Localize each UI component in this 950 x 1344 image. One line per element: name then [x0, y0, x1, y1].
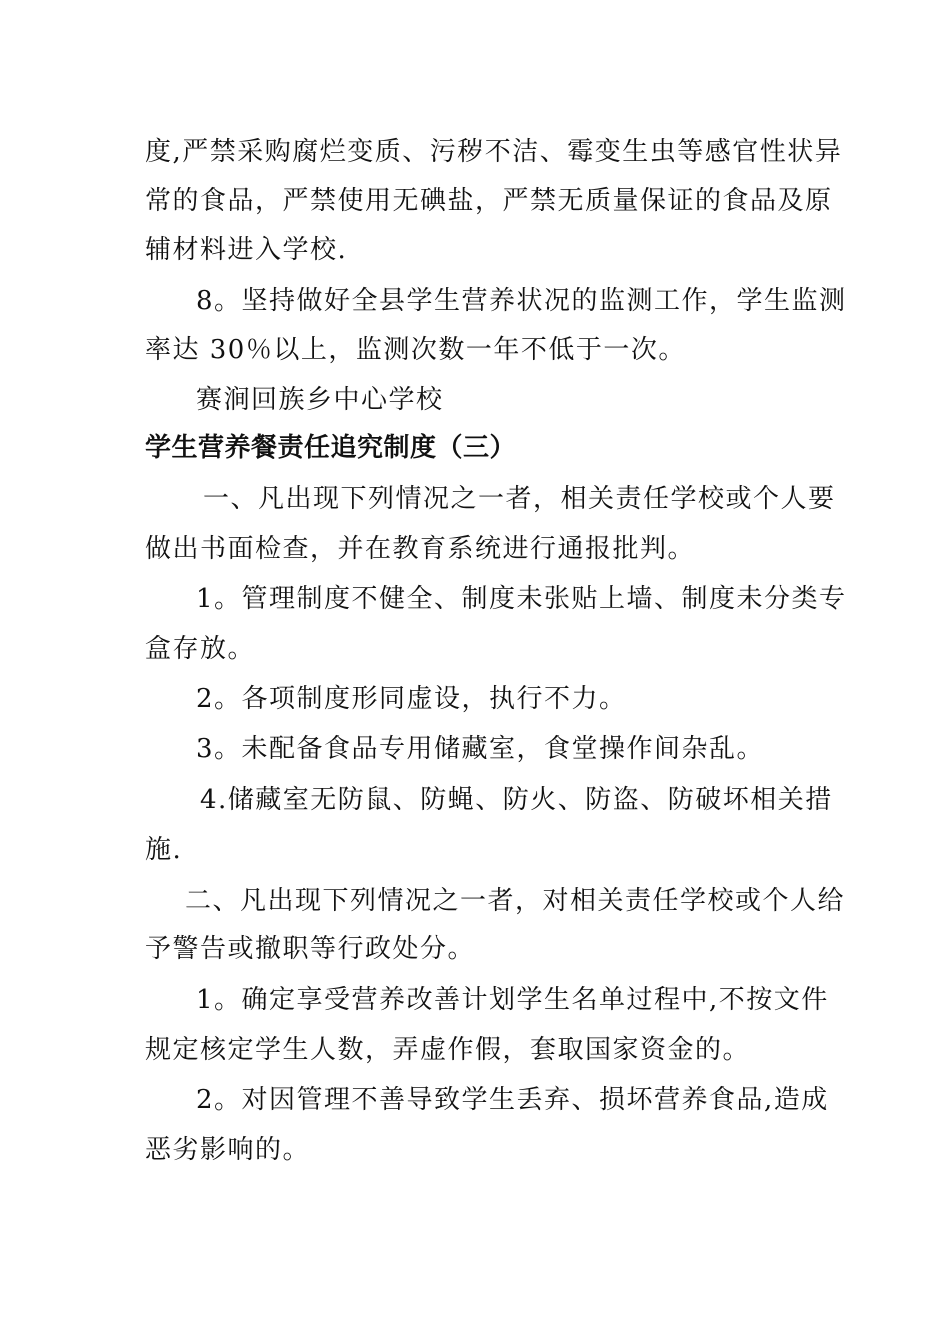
paragraph-line: 常的食品，严禁使用无碘盐，严禁无质量保证的食品及原 — [145, 186, 833, 216]
paragraph-line: 盒存放。 — [145, 634, 256, 664]
paragraph-line: 8。坚持做好全县学生营养状况的监测工作，学生监测 — [196, 286, 847, 316]
school-name: 赛涧回族乡中心学校 — [196, 385, 444, 415]
paragraph-line: 一、凡出现下列情况之一者，相关责任学校或个人要 — [203, 484, 836, 514]
paragraph-line: 恶劣影响的。 — [145, 1135, 311, 1165]
paragraph-line: 2。各项制度形同虚设，执行不力。 — [196, 684, 627, 714]
paragraph-line: 施. — [145, 835, 183, 865]
paragraph-line: 3。未配备食品专用储藏室，食堂操作间杂乱。 — [196, 734, 765, 764]
paragraph-line: 规定核定学生人数，弄虚作假，套取国家资金的。 — [145, 1035, 751, 1065]
paragraph-line: 辅材料进入学校. — [145, 235, 348, 265]
paragraph-line: 予警告或撤职等行政处分。 — [145, 934, 476, 964]
paragraph-line: 4.储藏室无防鼠、防蝇、防火、防盗、防破坏相关措 — [200, 785, 833, 815]
paragraph-line: 做出书面检查，并在教育系统进行通报批判。 — [145, 534, 696, 564]
paragraph-line: 二、凡出现下列情况之一者，对相关责任学校或个人给 — [185, 886, 846, 916]
section-title: 学生营养餐责任追究制度（三） — [145, 433, 517, 463]
paragraph-line: 2。对因管理不善导致学生丢弃、损坏营养食品,造成 — [196, 1085, 829, 1115]
paragraph-line: 1。管理制度不健全、制度未张贴上墙、制度未分类专 — [196, 584, 847, 614]
paragraph-line: 率达 30％以上，监测次数一年不低于一次。 — [145, 335, 686, 365]
paragraph-line: 1。确定享受营养改善计划学生名单过程中,不按文件 — [196, 985, 829, 1015]
paragraph-line: 度,严禁采购腐烂变质、污秽不洁、霉变生虫等感官性状异 — [145, 137, 843, 167]
